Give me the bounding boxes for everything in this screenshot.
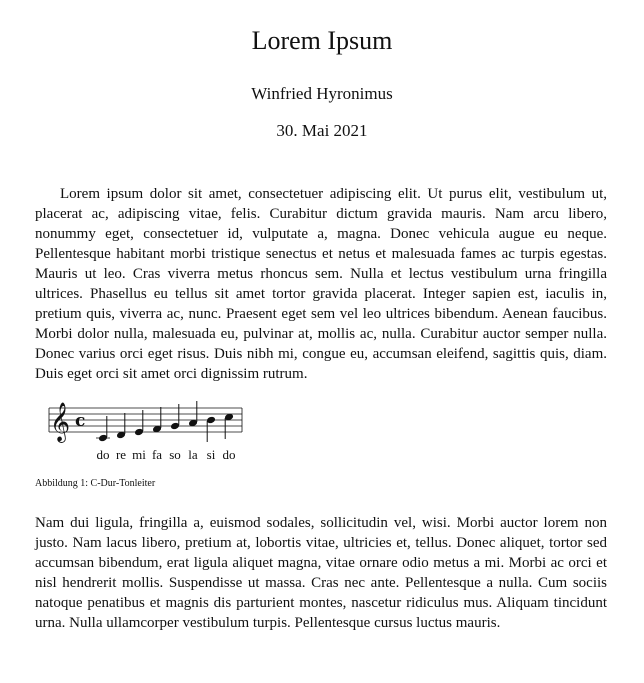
syllable-5: so (169, 447, 181, 462)
syllable-2: re (115, 447, 127, 462)
paragraph-1: Lorem ipsum dolor sit amet, consectetuer adipiscing elit. Ut purus elit, vestibulum ut, placerat ac, adipiscing vitae, felis. Curabitur dictum gravida mauris. Nam arcu libero, nonummy eget, consectetuer id, vulputate a, magna. Donec vehicula augue eu neque. Pellentesque habitant morbi tristique senectus et netus et malesuada fames ac turpis egestas. Mauris ut leo. Cras viverra metus rhoncus sem. Nulla et lectus vestibulum urna fringilla ultrices. Phasellus eu tellus sit amet tortor gravida placerat. Integer sapien est, iaculis in, pretium quis, viverra ac, nunc. Praesent eget sem vel leo ultrices bibendum. Aenean faucibus. Morbi dolor nulla, malesuada eu, pulvinar at, mollis ac, nulla. Curabitur auctor semper nulla. Donec varius orci eget risus. Duis nibh mi, congue eu, accumsan eleifend, sagittis quis, diam. Duis eget orci sit amet orci dignissim rutrum. (35, 186, 607, 382)
note-syllables (97, 447, 236, 462)
syllable-4: fa (151, 447, 163, 462)
syllable-8: do (222, 447, 236, 462)
syllable-7: si (206, 447, 216, 462)
paragraph-2: Nam dui ligula, fringilla a, euismod sodales, sollicitudin vel, wisi. Morbi auctor lorem non justo. Nam lacus libero, pretium at, lobortis vitae, ultricies et, tellus. Donec aliquet, tortor sed accumsan bibendum, erat ligula aliquet magna, vitae ornare odio metus a mi. Morbi ac orci et nisl hendrerit mollis. Suspendisse ut massa. Cras nec ante. Pellentesque a nulla. Cum sociis natoque penatibus et magnis dis parturient montes, nascetur ridiculus mus. Aliquam tincidunt urna. Nulla ullamcorper vestibulum turpis. Pellentesque cursus luctus mauris. (35, 515, 607, 631)
treble-clef-icon: 𝄞 (50, 402, 71, 442)
note-7 (206, 416, 216, 442)
document-author: Winfried Hyronimus (251, 84, 393, 103)
time-signature: c (75, 411, 86, 431)
document-title: Lorem Ipsum (251, 26, 393, 55)
figure-caption: Abbildung 1: C-Dur-Tonleiter (35, 478, 156, 489)
syllable-3: mi (132, 447, 146, 462)
syllable-6: la (188, 447, 198, 462)
document-date: 30. Mai 2021 (276, 121, 368, 140)
music-score-figure (46, 400, 246, 465)
notes (96, 401, 234, 442)
syllable-1: do (96, 447, 110, 462)
